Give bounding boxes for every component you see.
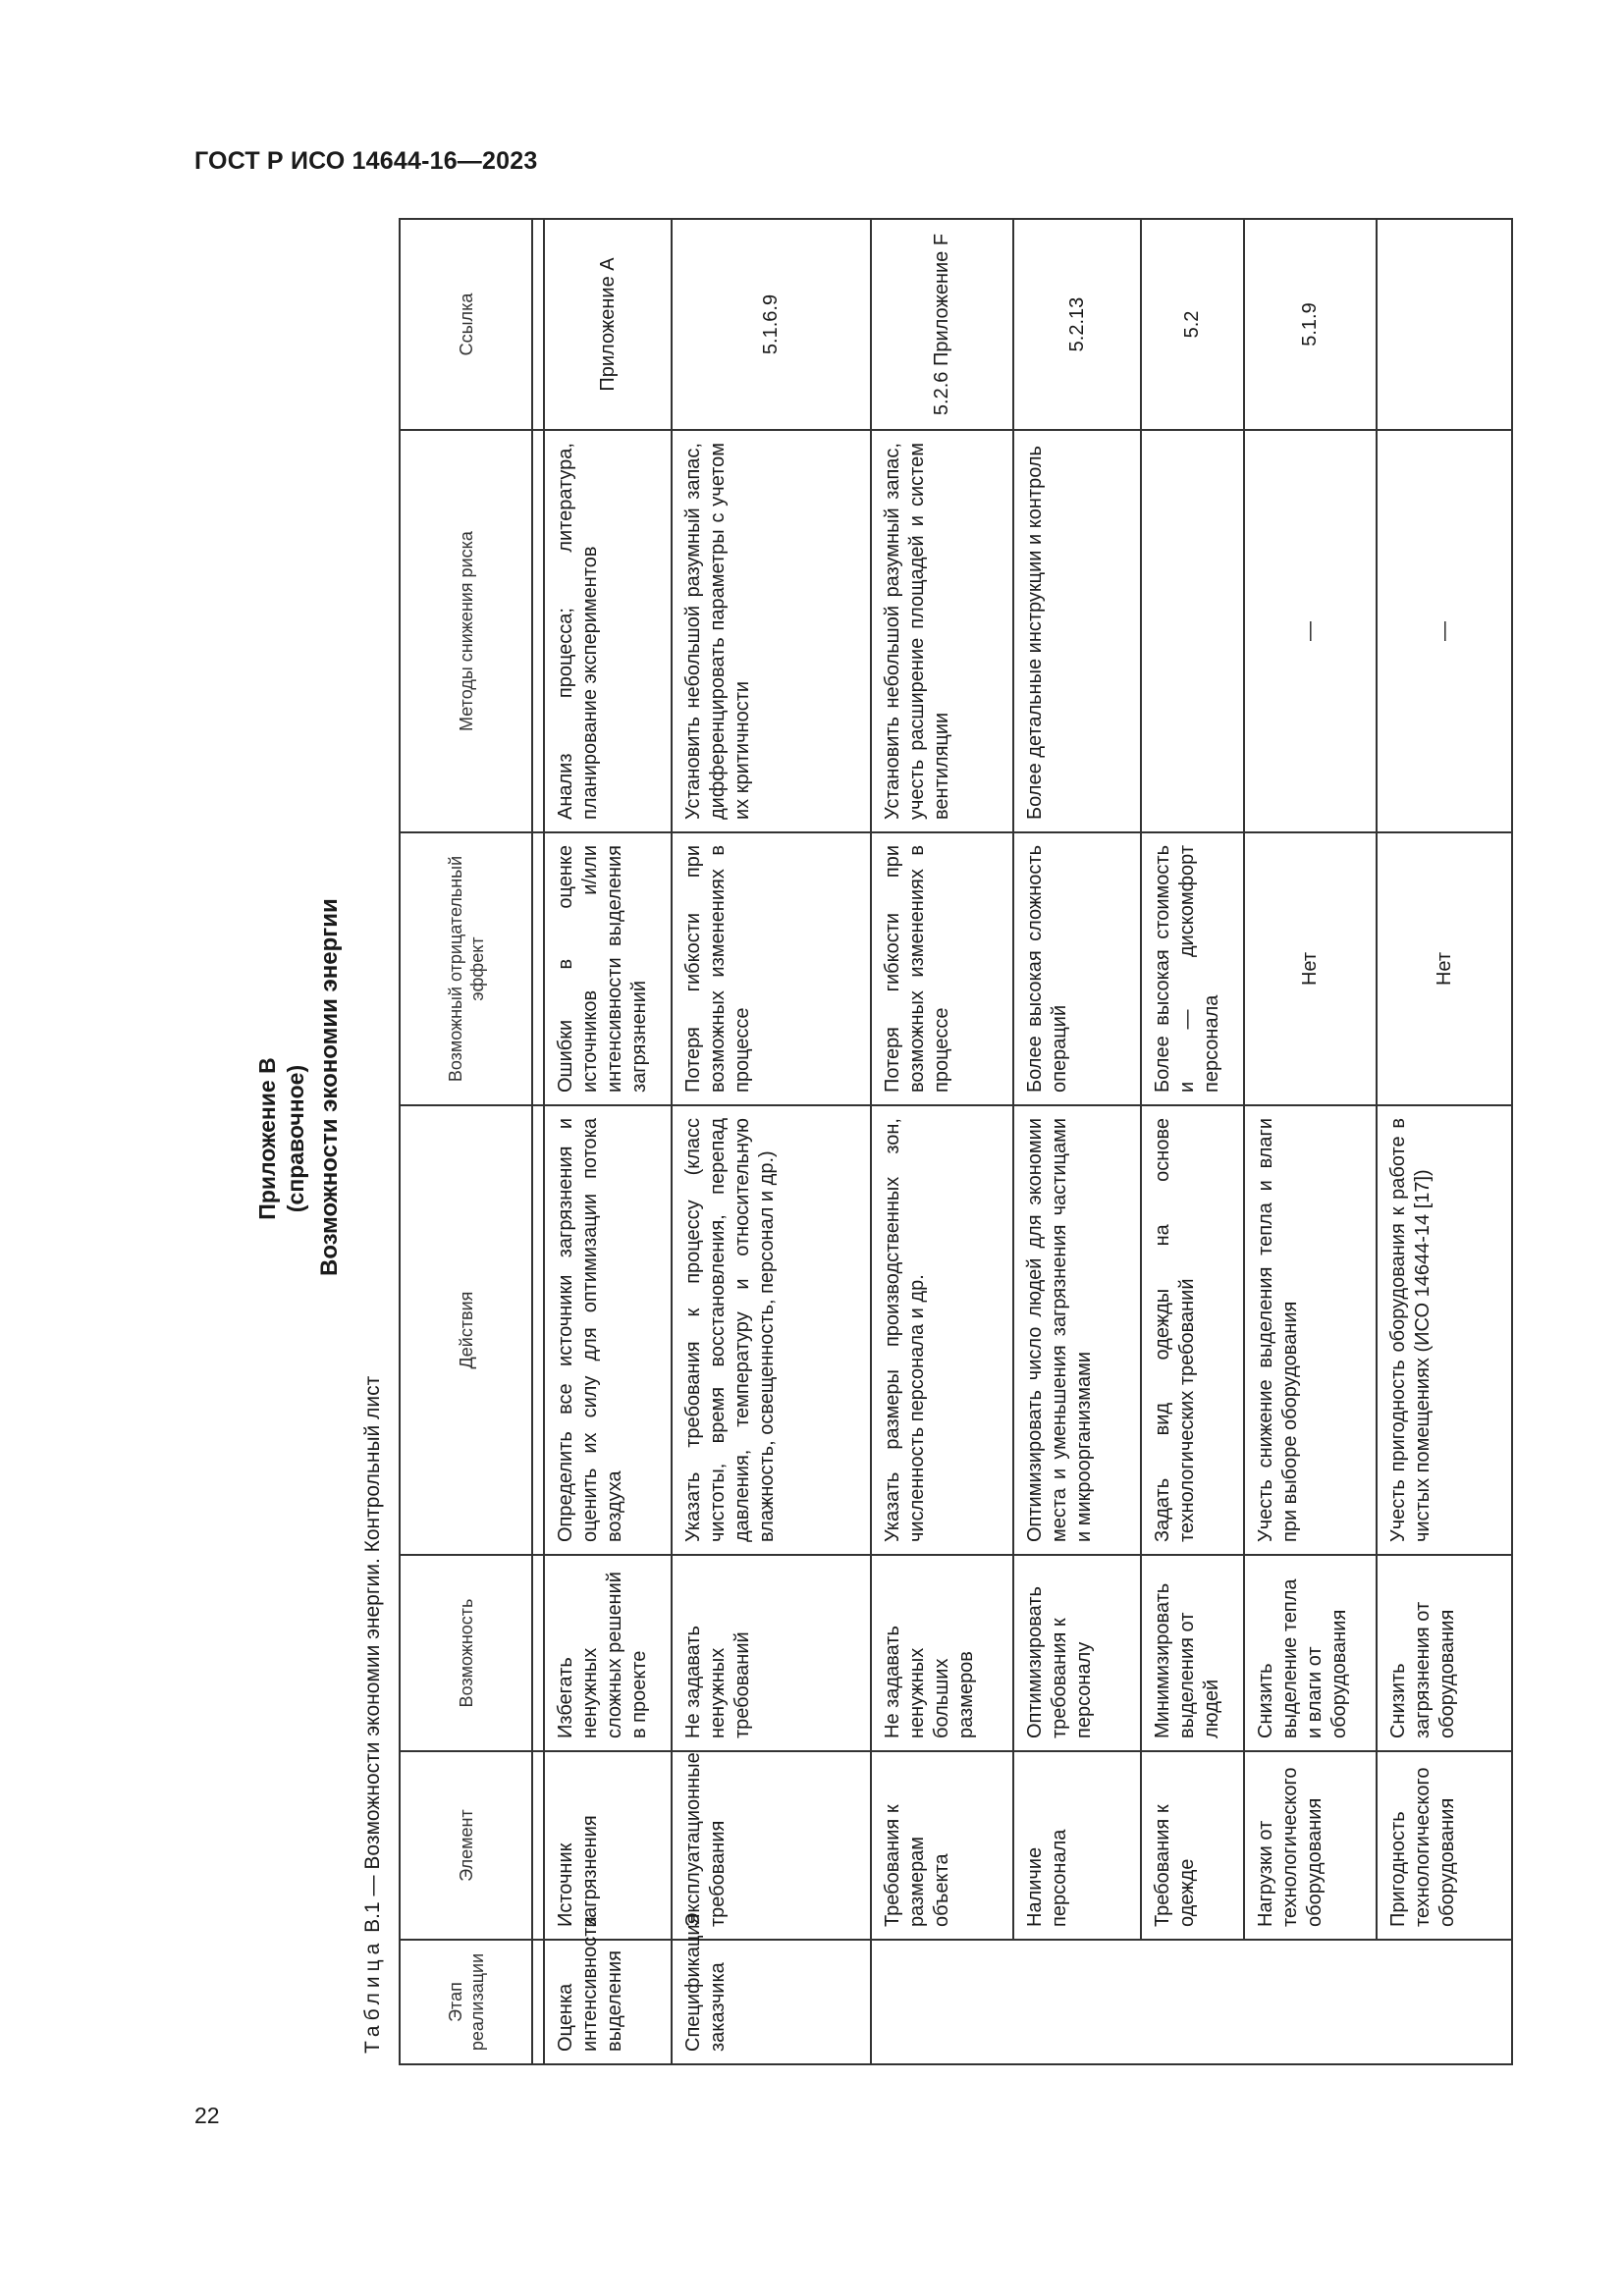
table-caption-text: В.1 — Возможности экономии энергии. Контрольный лист [361,1375,384,1939]
cell-opportunity: Оптимизировать требования к персоналу [1013,1555,1141,1751]
cell-reference: 5.2.6 Приложение F [871,219,1013,430]
cell-stage: Оценка интенсивности выделения [544,1940,672,2064]
col-header-action: Действия [400,1105,532,1555]
cell-action: Оптимизировать число людей для экономии места и уменьшения загрязнения частицами и микроорганизмами [1013,1105,1141,1555]
annex-status: (справочное) [283,1064,308,1213]
cell-mitigation: Анализ процесса; литература, планирование экспериментов [544,430,672,832]
cell-action: Указать требования к процессу (класс чистоты, время восстановления, перепад давления, температуру и относительную влажность, освещенность, персонал и др.) [672,1105,871,1555]
cell-element: Источник загрязнения [544,1751,672,1940]
cell-element: Нагрузки от технологического оборудования [1244,1751,1377,1940]
cell-action: Определить все источники загрязнения и оценить их силу для оптимизации потока воздуха [544,1105,672,1555]
cell-effect: Потеря гибкости при возможных изменениях в процессе [871,832,1013,1105]
cell-effect: Ошибки в оценке источников и/или интенсивности выделения загрязнений [544,832,672,1105]
cell-mitigation [1141,430,1244,832]
cell-opportunity: Минимизировать выделения от людей [1141,1555,1244,1751]
table-row [672,219,871,2064]
col-header-mitigation: Методы снижения риска [400,430,532,832]
cell-action: Указать размеры производственных зон, численность персонала и др. [871,1105,1013,1555]
cell-mitigation: Установить небольшой разумный запас, дифференцировать параметры с учетом их критичности [672,430,871,832]
table-row [1013,219,1141,2064]
table-row [1141,219,1244,2064]
cell-effect: Потеря гибкости при возможных изменениях в процессе [672,832,871,1105]
cell-stage [871,1940,1013,2064]
cell-action: Учесть снижение выделения тепла и влаги при выборе оборудования [1244,1105,1377,1555]
table-caption-prefix: Таблица [361,1938,384,2054]
cell-mitigation: Более детальные инструкции и контроль [1013,430,1141,832]
cell-mitigation: — [1377,430,1512,832]
cell-stage [1377,1940,1512,2064]
col-header-reference: Ссылка [400,219,532,430]
cell-reference: 5.1.6.9 [672,219,871,430]
cell-reference: 5.2.13 [1013,219,1141,430]
table-caption [361,679,385,2054]
annex-title-block [253,795,310,1482]
cell-effect: Более высокая стоимость и — дискомфорт персонала [1141,832,1244,1105]
cell-opportunity: Избегать ненужных сложных решений в проекте [544,1555,672,1751]
annex-title: Приложение В [254,1057,280,1220]
cell-element: Требования к одежде [1141,1751,1244,1940]
cell-element: Эксплуатационные требования [672,1751,871,1940]
energy-saving-table [399,218,1513,2065]
header-spacer-row [532,219,544,2064]
cell-action: Учесть пригодность оборудования к работе в чистых помещениях (ИСО 14644-14 [17]) [1377,1105,1512,1555]
annex-heading: Возможности экономии энергии [316,898,343,1276]
col-header-stage: Этап реализации [400,1940,532,2064]
table-row [871,219,1013,2064]
cell-opportunity: Снизить выделение тепла и влаги от оборудования [1244,1555,1377,1751]
cell-mitigation: — [1244,430,1377,832]
col-header-element: Элемент [400,1751,532,1940]
col-header-effect: Возможный отрицательный эффект [400,832,532,1105]
cell-action: Задать вид одежды на основе технологических требований [1141,1105,1244,1555]
cell-opportunity: Не задавать ненужных требований [672,1555,871,1751]
page-number: 22 [194,2103,220,2128]
table-header-row [400,219,532,2064]
cell-opportunity: Не задавать ненужных больших размеров [871,1555,1013,1751]
cell-element: Требования к размерам объекта [871,1751,1013,1940]
landscape-block [253,206,1471,2071]
cell-effect: Нет [1377,832,1512,1105]
cell-stage [1141,1940,1244,2064]
cell-element: Наличие персонала [1013,1751,1141,1940]
cell-effect: Нет [1244,832,1377,1105]
table-row [544,219,672,2064]
cell-stage [1013,1940,1141,2064]
cell-effect: Более высокая сложность операций [1013,832,1141,1105]
cell-mitigation: Установить небольшой разумный запас, учесть расширение площадей и систем вентиляции [871,430,1013,832]
cell-reference: 5.2 [1141,219,1244,430]
col-header-opportunity: Возможность [400,1555,532,1751]
cell-stage [1244,1940,1377,2064]
cell-opportunity: Снизить загрязнения от оборудования [1377,1555,1512,1751]
table-row [1377,219,1512,2064]
cell-element: Пригодность технологического оборудования [1377,1751,1512,1940]
cell-reference [1377,219,1512,430]
cell-reference: Приложение А [544,219,672,430]
cell-reference: 5.1.9 [1244,219,1377,430]
document-header: ГОСТ Р ИСО 14644-16—2023 [194,147,538,175]
cell-stage: Спецификация заказчика [672,1940,871,2064]
table-row [1244,219,1377,2064]
